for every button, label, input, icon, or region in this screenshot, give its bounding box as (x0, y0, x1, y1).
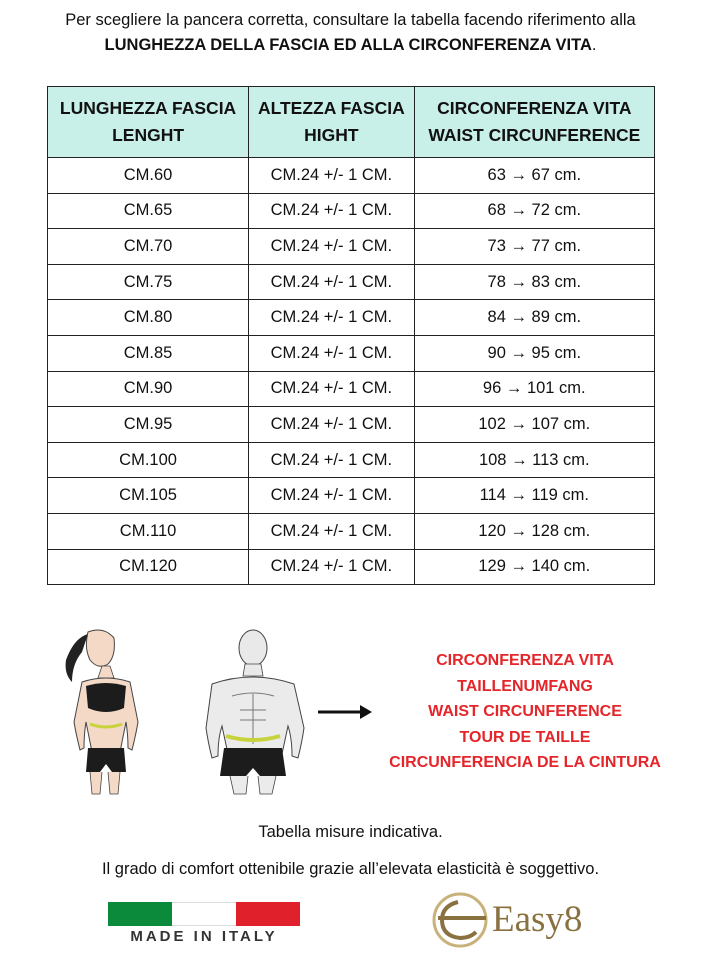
cell-length: CM.65 (48, 193, 249, 229)
man-figure-icon (206, 630, 304, 794)
cell-length: CM.120 (48, 549, 249, 585)
intro-line-2-end: . (591, 36, 597, 54)
indicative-note: Tabella misure indicativa. (258, 823, 443, 841)
cell-height: CM.24 +/- 1 CM. (249, 264, 414, 300)
cell-height: CM.24 +/- 1 CM. (249, 442, 414, 478)
intro-line-2-bold: LUNGHEZZA DELLA FASCIA ED ALLA CIRCONFERENZA VITA (104, 36, 592, 54)
cell-length: CM.60 (48, 158, 249, 194)
header-height-line1: ALTEZZA FASCIA (257, 98, 405, 118)
cell-waist: 63 → 67 cm. (414, 158, 654, 194)
cell-height: CM.24 +/- 1 CM. (249, 478, 414, 514)
cell-height: CM.24 +/- 1 CM. (249, 300, 414, 336)
comfort-note: Il grado di comfort ottenibile grazie all’elevata elasticità è soggettivo. (101, 860, 600, 878)
cell-length: CM.85 (48, 335, 249, 371)
waist-label-de: TAILLENUMFANG (457, 677, 593, 695)
cell-waist: 73 → 77 cm. (414, 229, 654, 265)
cell-length: CM.80 (48, 300, 249, 336)
cell-height: CM.24 +/- 1 CM. (249, 158, 414, 194)
cell-waist: 102 → 107 cm. (414, 407, 654, 443)
table-row (48, 158, 655, 194)
waist-label-it: CIRCONFERENZA VITA (436, 652, 614, 669)
made-in-italy-label: MADE IN ITALY (130, 928, 278, 945)
cell-length: CM.105 (48, 478, 249, 514)
header-height (249, 87, 414, 158)
size-table (47, 86, 655, 585)
flag-green-stripe (108, 902, 172, 926)
intro-text (0, 8, 701, 58)
cell-waist: 114 → 119 cm. (414, 478, 654, 514)
table-row (48, 407, 655, 443)
cell-height: CM.24 +/- 1 CM. (249, 193, 414, 229)
cell-length: CM.75 (48, 264, 249, 300)
table-row (48, 229, 655, 265)
body-figures-illustration (60, 624, 310, 796)
table-row (48, 193, 655, 229)
intro-line-2 (0, 33, 701, 58)
cell-waist: 108 → 113 cm. (414, 442, 654, 478)
header-length (48, 87, 249, 158)
cell-length: CM.90 (48, 371, 249, 407)
table-row (48, 478, 655, 514)
table-row (48, 335, 655, 371)
table-row (48, 300, 655, 336)
header-waist (414, 87, 654, 158)
table-row (48, 371, 655, 407)
table-header-row (48, 87, 655, 158)
header-length-line1: LUNGHEZZA FASCIA (59, 98, 237, 118)
cell-waist: 96 → 101 cm. (414, 371, 654, 407)
flag-white-stripe (172, 902, 236, 926)
intro-line-1: Per scegliere la pancera corretta, consultare la tabella facendo riferimento alla (65, 11, 636, 29)
cell-height: CM.24 +/- 1 CM. (249, 371, 414, 407)
brand-name: Easy8 (492, 899, 583, 940)
cell-length: CM.70 (48, 229, 249, 265)
cell-waist: 78 → 83 cm. (414, 264, 654, 300)
flag-red-stripe (236, 902, 300, 926)
cell-waist: 90 → 95 cm. (414, 335, 654, 371)
cell-length: CM.110 (48, 513, 249, 549)
cell-height: CM.24 +/- 1 CM. (249, 229, 414, 265)
header-waist-line2: WAIST CIRCUNFERENCE (428, 125, 641, 145)
waist-label-fr: TOUR DE TAILLE (459, 728, 591, 746)
cell-height: CM.24 +/- 1 CM. (249, 513, 414, 549)
table-row (48, 549, 655, 585)
table-row (48, 513, 655, 549)
waist-circumference-labels (350, 648, 700, 776)
header-height-line2: HIGHT (304, 125, 359, 145)
cell-height: CM.24 +/- 1 CM. (249, 335, 414, 371)
cell-waist: 84 → 89 cm. (414, 300, 654, 336)
waist-label-es: CIRCUNFERENCIA DE LA CINTURA (389, 754, 661, 772)
cell-waist: 120 → 128 cm. (414, 513, 654, 549)
header-waist-line1: CIRCONFERENZA VITA (437, 98, 632, 118)
woman-figure-icon (66, 630, 138, 794)
cell-length: CM.100 (48, 442, 249, 478)
italy-flag-icon (108, 902, 300, 926)
cell-height: CM.24 +/- 1 CM. (249, 407, 414, 443)
cell-waist: 68 → 72 cm. (414, 193, 654, 229)
cell-height: CM.24 +/- 1 CM. (249, 549, 414, 585)
header-length-line2: LENGHT (112, 125, 185, 145)
waist-label-en: WAIST CIRCUNFERENCE (428, 703, 622, 721)
cell-waist: 129 → 140 cm. (414, 549, 654, 585)
table-row (48, 264, 655, 300)
table-row (48, 442, 655, 478)
cell-length: CM.95 (48, 407, 249, 443)
